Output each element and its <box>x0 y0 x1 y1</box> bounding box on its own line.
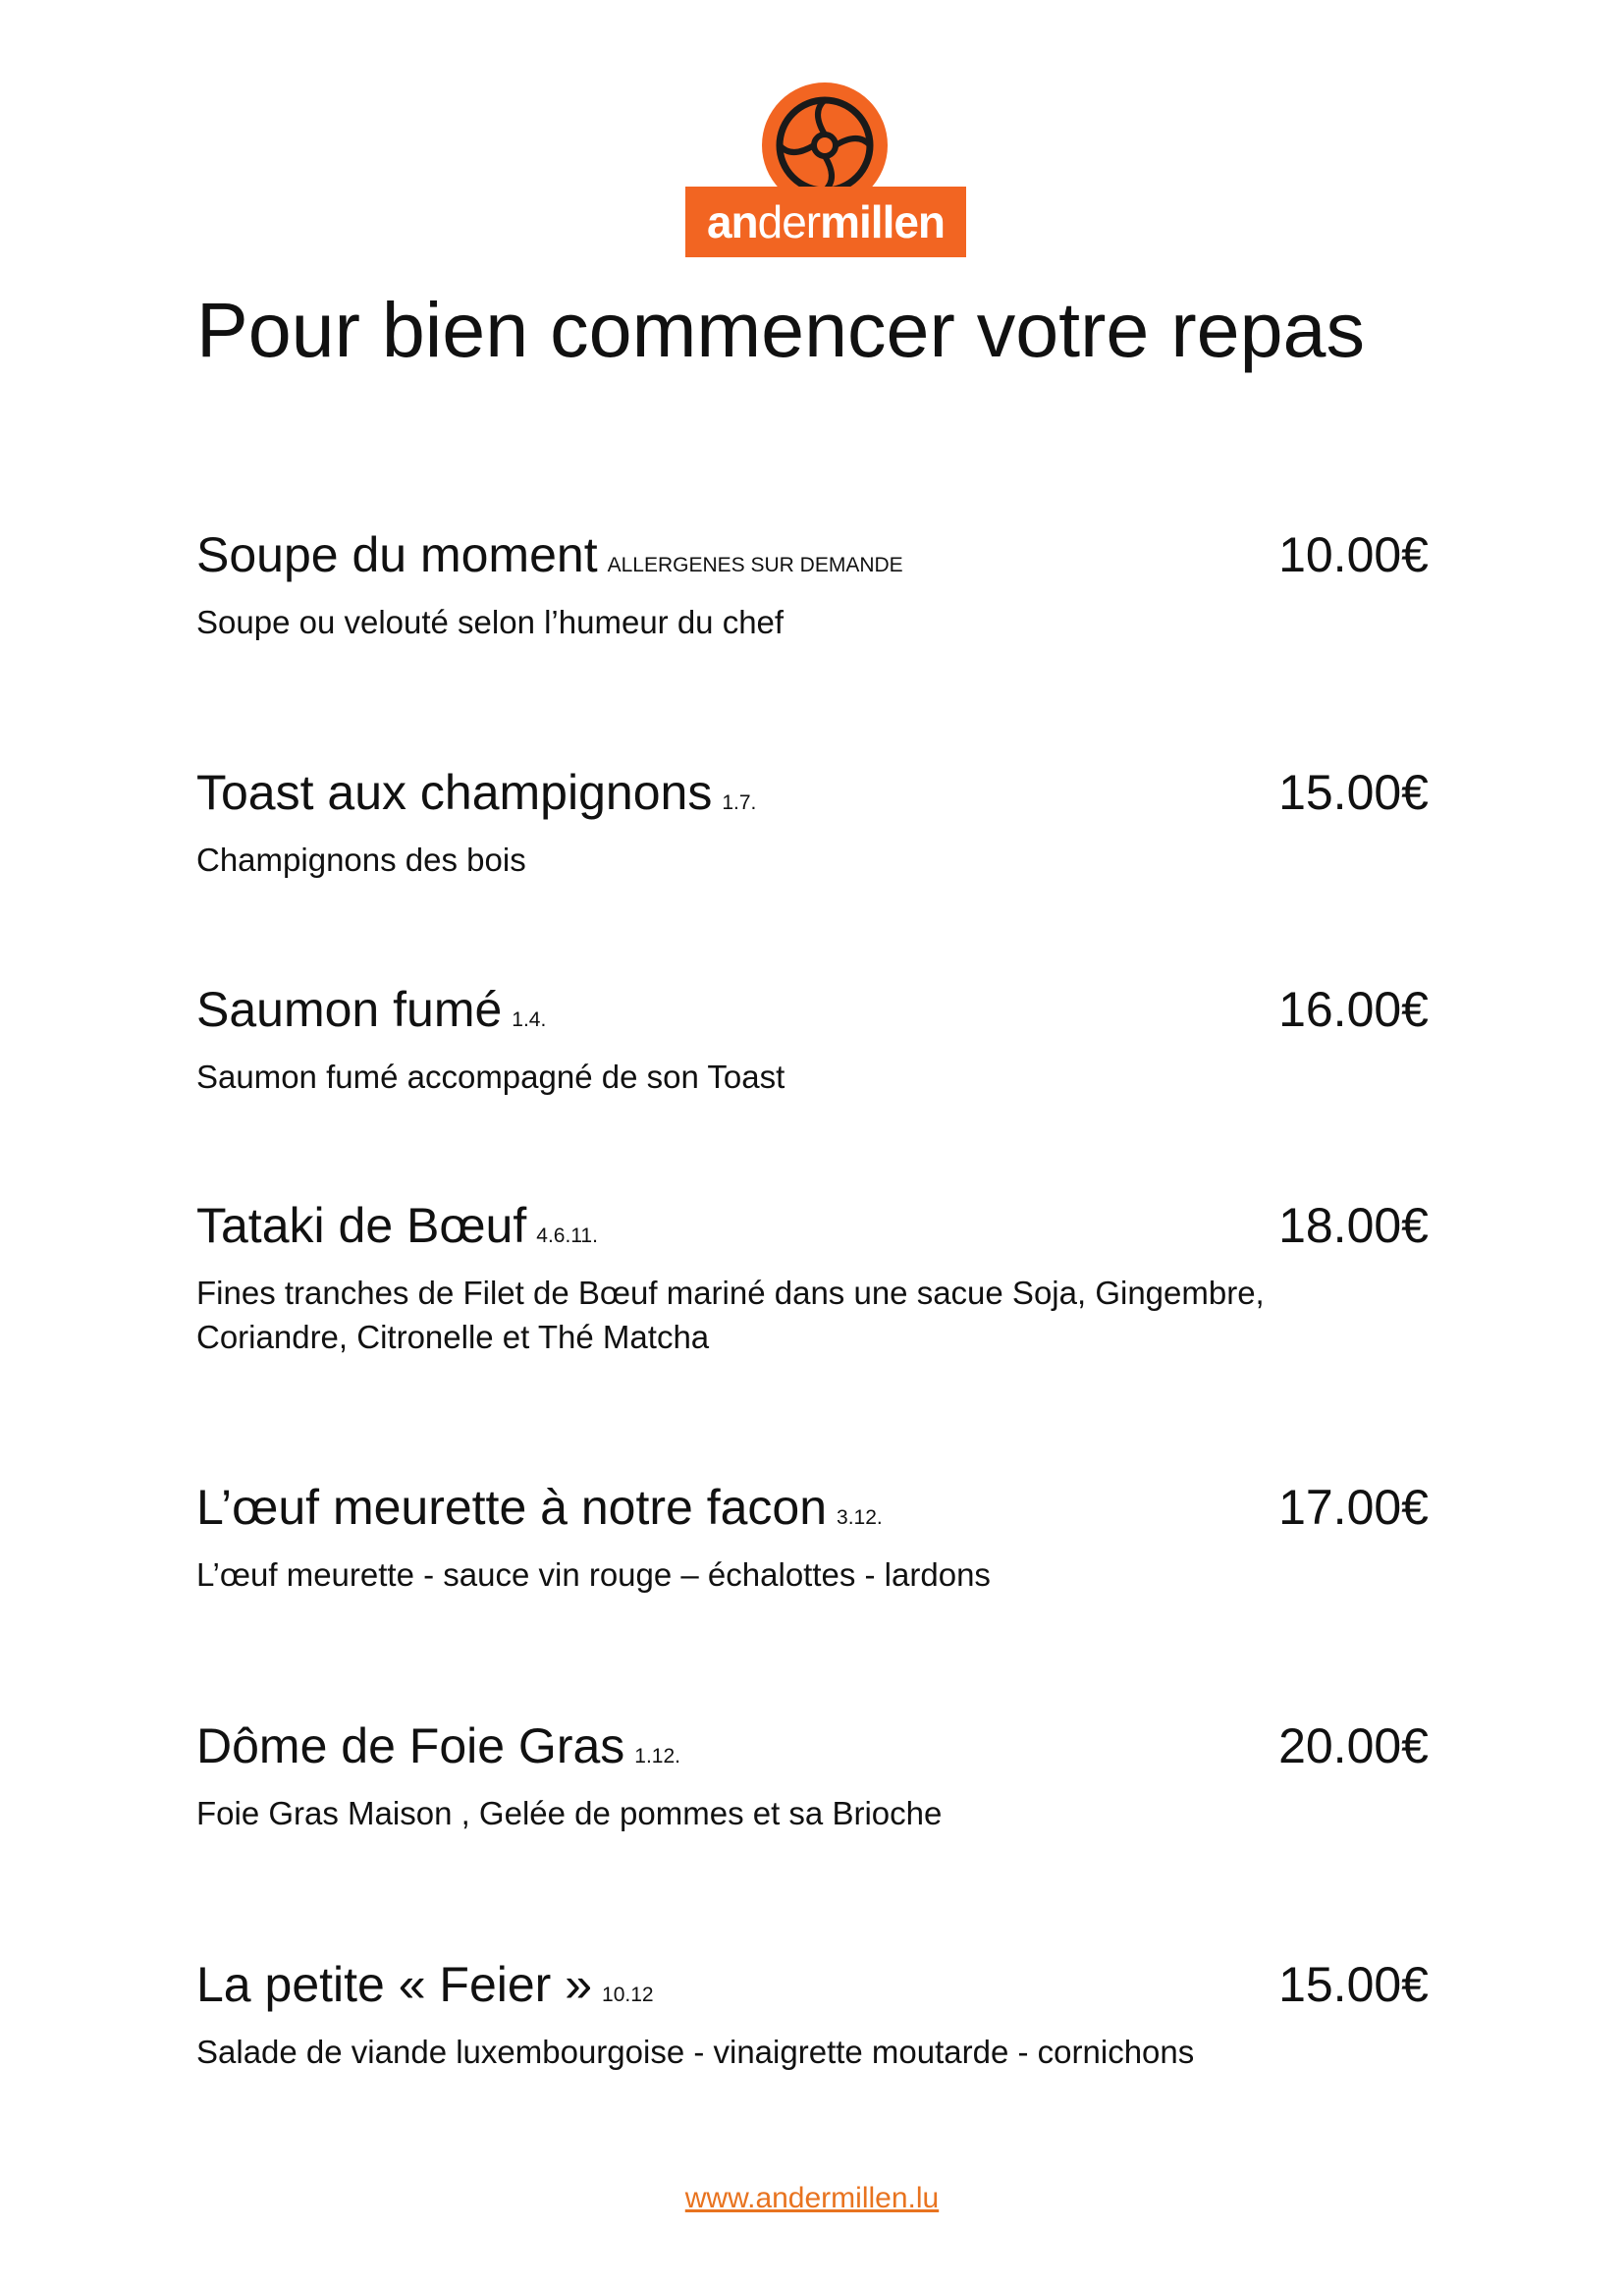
brand-logo <box>685 82 966 257</box>
menu-item-price: 17.00€ <box>1278 1480 1429 1535</box>
menu-item-name <box>196 980 546 1050</box>
menu-item-name <box>196 763 756 833</box>
menu-item-allergens: 3.12. <box>837 1506 883 1529</box>
menu-item-description: Foie Gras Maison , Gelée de pommes et sa Brioche <box>196 1795 943 1831</box>
menu-item-name <box>196 1196 598 1266</box>
menu-item-allergens: 1.7. <box>722 791 757 814</box>
menu-item-price: 16.00€ <box>1278 982 1429 1037</box>
menu-item-allergens: 4.6.11. <box>536 1224 598 1247</box>
menu-item-description: Salade de viande luxembourgoise - vinaigrette moutarde - cornichons <box>196 2034 1195 2070</box>
brand-word-2: der <box>757 196 821 247</box>
menu-item-allergens: ALLERGENES SUR DEMANDE <box>607 554 903 576</box>
menu-item-description: Champignons des bois <box>196 842 526 878</box>
menu-item-name-text: Soupe du moment <box>196 527 598 582</box>
brand-wordmark <box>685 187 966 257</box>
menu-item-price: 20.00€ <box>1278 1718 1429 1773</box>
menu-item-description: Fines tranches de Filet de Bœuf mariné dans une sacue Soja, Gingembre, Coriandre, Citronelle et Thé Matcha <box>196 1275 1265 1355</box>
menu-item-name-text: La petite « Feier » <box>196 1957 593 2012</box>
menu-item-name-text: L’œuf meurette à notre facon <box>196 1480 828 1535</box>
menu-item-name-text: Saumon fumé <box>196 982 503 1037</box>
menu-item-price: 15.00€ <box>1278 765 1429 820</box>
menu-item-name <box>196 1955 654 2025</box>
page-title: Pour bien commencer votre repas <box>196 286 1365 373</box>
menu-item-allergens: 10.12 <box>602 1984 654 2006</box>
menu-item-allergens: 1.12. <box>634 1745 680 1768</box>
menu-item-name <box>196 525 903 595</box>
menu-item-price: 10.00€ <box>1278 527 1429 582</box>
menu-item-price: 15.00€ <box>1278 1957 1429 2012</box>
brand-word-1: an <box>706 196 758 247</box>
brand-word-3: millen <box>820 196 946 247</box>
menu-item-description: Saumon fumé accompagné de son Toast <box>196 1059 785 1095</box>
menu-item-name <box>196 1478 883 1548</box>
menu-item-description: L’œuf meurette - sauce vin rouge – échalottes - lardons <box>196 1556 991 1593</box>
menu-item-allergens: 1.4. <box>512 1008 547 1031</box>
menu-item-name-text: Tataki de Bœuf <box>196 1198 527 1253</box>
menu-item-name-text: Toast aux champignons <box>196 765 713 820</box>
menu-item-name-text: Dôme de Foie Gras <box>196 1718 625 1773</box>
menu-item-name <box>196 1716 680 1786</box>
website-link[interactable]: www.andermillen.lu <box>684 2182 940 2214</box>
menu-item-price: 18.00€ <box>1278 1198 1429 1253</box>
menu-item-description: Soupe ou velouté selon l’humeur du chef <box>196 604 785 640</box>
